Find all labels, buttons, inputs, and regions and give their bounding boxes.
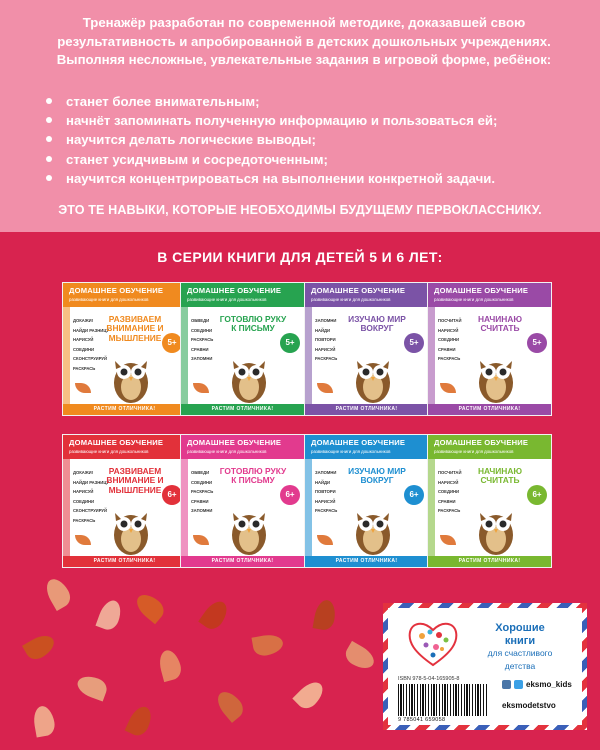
book-title: ГОТОВЛЮ РУКУ К ПИСЬМУ bbox=[219, 314, 287, 334]
book-cover[interactable] bbox=[180, 434, 305, 568]
autumn-leaf-icon bbox=[22, 631, 58, 663]
book-footer: РАСТИМ ОТЛИЧНИКА! bbox=[181, 404, 304, 415]
benefit-item: станет более внимательным; bbox=[46, 92, 566, 111]
autumn-leaf-icon bbox=[213, 687, 248, 723]
book-series-sub: развивающие книги для дошкольников bbox=[69, 297, 149, 302]
book-skill: ПОВТОРИ bbox=[315, 337, 336, 343]
book-series-sub: развивающие книги для дошкольников bbox=[311, 297, 391, 302]
leaf-icon bbox=[440, 383, 456, 393]
book-spine-stripe bbox=[181, 459, 188, 559]
book-skill: НАЙДИ bbox=[315, 479, 331, 485]
book-skill: ПОВТОРИ bbox=[315, 489, 336, 495]
book-skill: СОЕДИНИ bbox=[73, 346, 94, 352]
book-skill: СОЕДИНИ bbox=[438, 489, 459, 495]
book-skill: ОБВЕДИ bbox=[191, 470, 210, 475]
tagline-line: Хорошие bbox=[495, 622, 545, 634]
book-title: ГОТОВЛЮ РУКУ К ПИСЬМУ bbox=[219, 466, 287, 486]
book-series-name: ДОМАШНЕЕ ОБУЧЕНИЕ bbox=[187, 438, 282, 447]
book-skill: СОЕДИНИ bbox=[191, 327, 212, 333]
leaf-icon bbox=[193, 535, 209, 545]
age-badge: 6+ bbox=[404, 485, 424, 505]
book-series-band bbox=[181, 283, 304, 307]
book-series-name: ДОМАШНЕЕ ОБУЧЕНИЕ bbox=[69, 286, 164, 295]
autumn-leaf-icon bbox=[156, 648, 183, 682]
book-skill: СОЕДИНИ bbox=[73, 498, 94, 504]
autumn-leaf-icon bbox=[313, 598, 338, 631]
social-detstvo[interactable] bbox=[502, 701, 572, 710]
book-cover[interactable] bbox=[62, 282, 187, 416]
intro-text: Тренажёр разработан по современной методике, доказавшей свою результативность и апробированной в детских дошкольных учреждениях. Выполняя несложные, увлекательные задания в игровой форме, ребёнок: bbox=[56, 15, 552, 68]
book-footer: РАСТИМ ОТЛИЧНИКА! bbox=[305, 556, 428, 567]
book-series-name: ДОМАШНЕЕ ОБУЧЕНИЕ bbox=[434, 286, 529, 295]
book-footer: РАСТИМ ОТЛИЧНИКА! bbox=[63, 404, 186, 415]
book-skill: ДОКАЖИ! bbox=[73, 318, 94, 323]
book-skill: РАСКРАСЬ bbox=[315, 356, 338, 362]
book-series-band bbox=[305, 435, 428, 459]
publisher-info-card bbox=[383, 603, 587, 730]
book-skill: НАРИСУЙ bbox=[73, 489, 94, 495]
heart-logo-icon bbox=[406, 618, 460, 668]
book-series-band bbox=[63, 283, 186, 307]
autumn-leaf-icon bbox=[342, 641, 378, 673]
book-cover[interactable] bbox=[427, 282, 552, 416]
barcode bbox=[398, 684, 488, 716]
owl-mascot-icon bbox=[345, 347, 401, 405]
autumn-leaf-icon bbox=[292, 677, 327, 712]
book-series-name: ДОМАШНЕЕ ОБУЧЕНИЕ bbox=[434, 438, 529, 447]
book-skill: ОБВЕДИ bbox=[191, 318, 210, 323]
autumn-leaf-icon bbox=[198, 597, 232, 633]
book-skill: НАРИСУЙ bbox=[315, 498, 336, 504]
book-spine-stripe bbox=[428, 459, 435, 559]
social-kids[interactable] bbox=[502, 680, 572, 689]
age-badge: 5+ bbox=[404, 333, 424, 353]
book-skill: СКОНСТРУИРУЙ bbox=[73, 356, 108, 362]
book-cover[interactable] bbox=[304, 282, 429, 416]
book-spine-stripe bbox=[63, 307, 70, 407]
owl-mascot-icon bbox=[103, 499, 159, 557]
book-skill: РАСКРАСЬ bbox=[191, 337, 214, 343]
book-skill: НАЙДИ bbox=[315, 327, 331, 333]
benefit-item: станет усидчивым и сосредоточенным; bbox=[46, 150, 566, 169]
book-title: ИЗУЧАЮ МИР ВОКРУГ bbox=[348, 466, 406, 486]
age-badge: 6+ bbox=[280, 485, 300, 505]
book-spine-stripe bbox=[63, 459, 70, 559]
book-series-name: ДОМАШНЕЕ ОБУЧЕНИЕ bbox=[187, 286, 282, 295]
book-skill: СРАВНИ bbox=[191, 498, 209, 504]
autumn-leaf-icon bbox=[132, 590, 168, 625]
book-series-sub: развивающие книги для дошкольников bbox=[434, 297, 514, 302]
book-cover[interactable] bbox=[304, 434, 429, 568]
book-skill: СРАВНИ bbox=[191, 346, 209, 352]
autumn-leaf-icon bbox=[74, 672, 109, 701]
series-title: В СЕРИИ КНИГИ ДЛЯ ДЕТЕЙ 5 И 6 ЛЕТ: bbox=[157, 249, 443, 265]
autumn-leaf-icon bbox=[32, 704, 57, 737]
book-skill: СОЕДИНИ bbox=[438, 337, 459, 343]
leaf-icon bbox=[317, 535, 333, 545]
book-series-name: ДОМАШНЕЕ ОБУЧЕНИЕ bbox=[311, 438, 406, 447]
book-skill: ЗАПОМНИ bbox=[191, 508, 213, 514]
tagline-line: книги bbox=[504, 634, 536, 647]
telegram-icon bbox=[514, 680, 523, 689]
book-skill: ЗАПОМНИ bbox=[191, 356, 213, 362]
owl-mascot-icon bbox=[468, 499, 524, 557]
book-series-band bbox=[181, 435, 304, 459]
owl-mascot-icon bbox=[468, 347, 524, 405]
book-skill: ПОСЧИТАЙ bbox=[438, 318, 462, 323]
book-series-name: ДОМАШНЕЕ ОБУЧЕНИЕ bbox=[311, 286, 406, 295]
book-footer: РАСТИМ ОТЛИЧНИКА! bbox=[181, 556, 304, 567]
book-skill: РАСКРАСЬ bbox=[315, 508, 338, 514]
book-skill: НАРИСУЙ bbox=[73, 337, 94, 343]
book-footer: РАСТИМ ОТЛИЧНИКА! bbox=[305, 404, 428, 415]
leaf-icon bbox=[75, 383, 91, 393]
book-series-band bbox=[305, 283, 428, 307]
book-title: РАЗВИВАЕМ ВНИМАНИЕ И МЫШЛЕНИЕ bbox=[106, 314, 164, 343]
book-cover[interactable] bbox=[427, 434, 552, 568]
book-series-band bbox=[428, 283, 551, 307]
book-series-name: ДОМАШНЕЕ ОБУЧЕНИЕ bbox=[69, 438, 164, 447]
social-handle: eksmodetstvo bbox=[502, 701, 556, 710]
age-badge: 5+ bbox=[527, 333, 547, 353]
book-skill: НАРИСУЙ bbox=[438, 327, 459, 333]
owl-mascot-icon bbox=[221, 499, 277, 557]
age-badge: 5+ bbox=[162, 333, 182, 353]
book-footer: РАСТИМ ОТЛИЧНИКА! bbox=[63, 556, 186, 567]
owl-mascot-icon bbox=[103, 347, 159, 405]
book-title: РАЗВИВАЕМ ВНИМАНИЕ И МЫШЛЕНИЕ bbox=[106, 466, 164, 495]
book-skill: НАРИСУЙ bbox=[438, 479, 459, 485]
age-badge: 6+ bbox=[527, 485, 547, 505]
owl-mascot-icon bbox=[345, 499, 401, 557]
leaf-icon bbox=[193, 383, 209, 393]
barcode-number: 9 785041 659058 bbox=[398, 717, 446, 723]
publisher-tagline bbox=[460, 622, 580, 672]
book-skill: РАСКРАСЬ bbox=[191, 489, 214, 495]
social-links bbox=[502, 680, 572, 722]
book-spine-stripe bbox=[305, 459, 312, 559]
book-series-sub: развивающие книги для дошкольников bbox=[187, 449, 267, 454]
book-footer: РАСТИМ ОТЛИЧНИКА! bbox=[428, 556, 551, 567]
leaf-icon bbox=[317, 383, 333, 393]
book-skill: ДОКАЖИ! bbox=[73, 470, 94, 475]
book-skill: СРАВНИ bbox=[438, 498, 456, 504]
book-skill: НАРИСУЙ bbox=[315, 346, 336, 352]
tagline-line: для счастливого bbox=[487, 648, 553, 658]
book-series-sub: развивающие книги для дошкольников bbox=[187, 297, 267, 302]
book-skill: РАСКРАСЬ bbox=[438, 356, 461, 362]
book-skill: ЗАПОМНИ bbox=[315, 318, 337, 323]
book-footer: РАСТИМ ОТЛИЧНИКА! bbox=[428, 404, 551, 415]
isbn: ISBN 978-5-04-165905-8 bbox=[398, 676, 460, 682]
book-cover[interactable] bbox=[180, 282, 305, 416]
age-badge: 5+ bbox=[280, 333, 300, 353]
benefit-item: начнёт запоминать полученную информацию и пользоваться ей; bbox=[46, 111, 566, 130]
skills-statement: ЭТО ТЕ НАВЫКИ, КОТОРЫЕ НЕОБХОДИМЫ БУДУЩЕМУ ПЕРВОКЛАССНИКУ. bbox=[58, 203, 542, 217]
book-series-band bbox=[428, 435, 551, 459]
social-handle: eksmo_kids bbox=[526, 680, 572, 689]
book-skill: ПОСЧИТАЙ bbox=[438, 470, 462, 475]
book-series-sub: развивающие книги для дошкольников bbox=[69, 449, 149, 454]
autumn-leaf-icon bbox=[42, 575, 74, 611]
book-skill: НАЙДИ РАЗНИЦУ bbox=[73, 327, 109, 333]
book-series-sub: развивающие книги для дошкольников bbox=[311, 449, 391, 454]
benefit-item: научится концентрироваться на выполнении конкретной задачи. bbox=[46, 169, 566, 188]
book-skill: РАСКРАСЬ bbox=[73, 365, 96, 371]
book-skill: РАСКРАСЬ bbox=[73, 517, 96, 523]
leaf-icon bbox=[75, 535, 91, 545]
book-cover[interactable] bbox=[62, 434, 187, 568]
vk-icon bbox=[502, 680, 511, 689]
book-series-sub: развивающие книги для дошкольников bbox=[434, 449, 514, 454]
age-badge: 6+ bbox=[162, 485, 182, 505]
book-skill: СРАВНИ bbox=[438, 346, 456, 352]
book-title: ИЗУЧАЮ МИР ВОКРУГ bbox=[348, 314, 406, 334]
book-series-band bbox=[63, 435, 186, 459]
tagline-line: детства bbox=[504, 660, 536, 671]
benefits-list bbox=[46, 92, 566, 188]
book-title: НАЧИНАЮ СЧИТАТЬ bbox=[477, 466, 523, 486]
benefit-item: научится делать логические выводы; bbox=[46, 130, 566, 149]
book-spine-stripe bbox=[305, 307, 312, 407]
book-spine-stripe bbox=[428, 307, 435, 407]
autumn-leaf-icon bbox=[125, 703, 156, 739]
book-title: НАЧИНАЮ СЧИТАТЬ bbox=[477, 314, 523, 334]
book-skill: СКОНСТРУИРУЙ bbox=[73, 508, 108, 514]
book-spine-stripe bbox=[181, 307, 188, 407]
book-skill: РАСКРАСЬ bbox=[438, 508, 461, 514]
autumn-leaf-icon bbox=[251, 633, 284, 658]
autumn-leaf-icon bbox=[95, 597, 124, 632]
book-skill: ЗАПОМНИ bbox=[315, 470, 337, 475]
book-skill: СОЕДИНИ bbox=[191, 479, 212, 485]
book-skill: НАЙДИ РАЗНИЦУ bbox=[73, 479, 109, 485]
leaf-icon bbox=[440, 535, 456, 545]
owl-mascot-icon bbox=[221, 347, 277, 405]
